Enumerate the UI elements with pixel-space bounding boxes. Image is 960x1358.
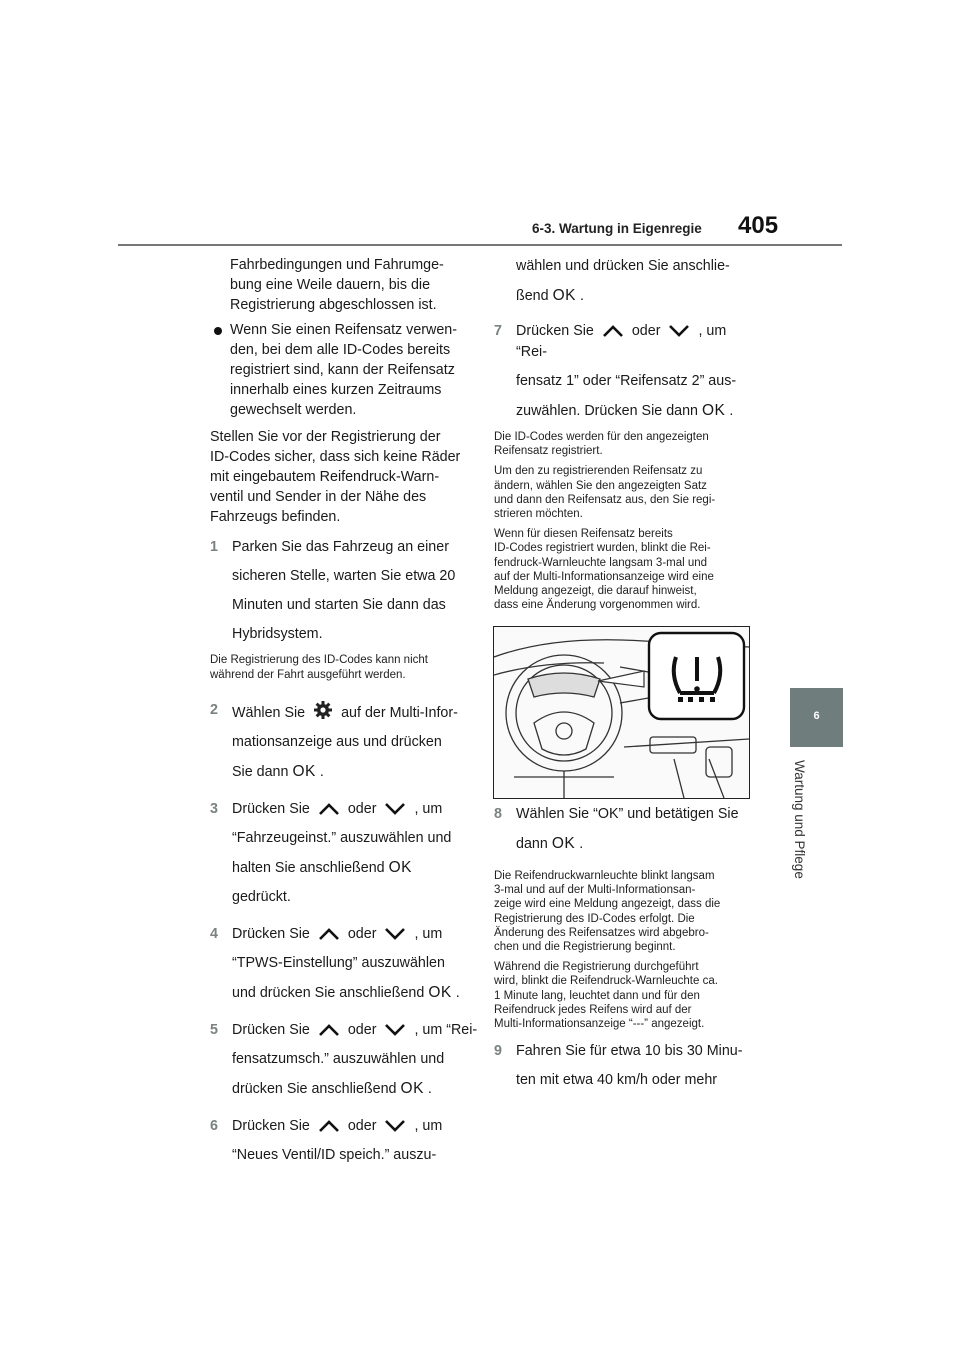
note: Die Registrierung des ID-Codes kann nicht während der Fahrt ausgeführt werden.	[210, 654, 428, 681]
right-column	[494, 256, 756, 612]
section-title: 6-3. Wartung in Eigenregie	[532, 221, 702, 236]
chevron-down-icon	[384, 802, 406, 816]
step-6: 6 Drücken Sie oder , um “Neues Ventil/ID speich.” auszu-	[210, 1117, 443, 1163]
note: Wenn für diesen Reifensatz bereits ID-Codes registriert wurden, blinkt die Rei- fendruck-Warnleuchte langsam 3-mal und auf der Multi-Informationsanzeige wird eine Meldung angezeigt, die darauf hinweist, dass eine Änderung vorgenommen wird.	[494, 528, 714, 612]
step-7: 7 Drücken Sie oder , um “Rei- fensatz 1” oder “Reifensatz 2” aus- zuwählen. Drücken Sie dann OK .	[494, 323, 737, 419]
chevron-up-icon	[602, 324, 624, 338]
step-1: 1 Parken Sie das Fahrzeug an einer sicheren Stelle, warten Sie etwa 20 Minuten und starten Sie dann das Hybridsystem.	[210, 539, 456, 643]
right-column-lower	[494, 804, 756, 1091]
bullet-item: Wenn Sie einen Reifensatz verwen- den, bei dem alle ID-Codes bereits registriert sind, kann der Reifensatz innerhalb eines kurzen Zeitraums gewechselt werden.	[210, 321, 478, 420]
chapter-tab	[790, 688, 843, 747]
ok-button-glyph: OK	[702, 402, 726, 419]
chevron-down-icon	[384, 927, 406, 941]
chevron-down-icon	[668, 324, 690, 338]
step-8: 8 Wählen Sie “OK” und betätigen Sie dann OK .	[494, 806, 739, 852]
chapter-label: Wartung und Pflege	[792, 760, 807, 879]
ok-button-glyph: OK	[551, 835, 576, 852]
step-3: 3 Drücken Sie oder , um “Fahrzeugeinst.” auszuwählen und halten Sie anschließend OK gedrückt.	[210, 800, 452, 905]
step-6-continued: wählen und drücken Sie anschlie- ßend OK .	[516, 258, 730, 304]
ok-button-glyph: OK	[388, 858, 413, 876]
note: Um den zu registrierenden Reifensatz zu ändern, wählen Sie den angezeigten Satz und dann den Reifensatz aus, den Sie regi- strieren möchten.	[494, 465, 716, 521]
note: Während die Registrierung durchgeführt wird, blinkt die Reifendruck-Warnleuchte ca. 1 Minute lang, leuchtet dann und für den Reifendruck jedes Reifens wird auf der Multi-Informationsanzeige “---” angezeigt.	[494, 961, 718, 1031]
ok-button-glyph: OK	[292, 762, 316, 780]
step-9: 9 Fahren Sie für etwa 10 bis 30 Minu- ten mit etwa 40 km/h oder mehr	[494, 1043, 743, 1089]
note: Die Reifendruckwarnleuchte blinkt langsam 3-mal und auf der Multi-Informationsan- zeige wird eine Meldung angezeigt, dass die Registrierung des ID-Codes erfolgt. Die Änderung des Reifensatzes wird abgebro- chen und die Registrierung beginnt.	[494, 870, 721, 954]
step-4: 4 Drücken Sie oder , um “TPWS-Einstellung” auszuwählen und drücken Sie anschließend OK .	[210, 925, 460, 1001]
page-number: 405	[738, 212, 779, 239]
chevron-up-icon	[318, 927, 340, 941]
dashboard-drawing	[494, 627, 749, 798]
step-2: 2 Wählen Sie auf der Multi-Infor- mationsanzeige aus und drücken Sie dann OK .	[210, 701, 458, 780]
ok-button-glyph: OK	[400, 1079, 424, 1097]
dashboard-illustration	[493, 626, 750, 799]
chapter-number: 6	[813, 710, 820, 722]
chevron-down-icon	[384, 1023, 406, 1037]
header-divider	[118, 244, 842, 246]
intro-paragraph: Stellen Sie vor der Registrierung der ID-Codes sicher, dass sich keine Räder mit eingebautem Reifendruck-Warn- ventil und Sender in der Nähe des Fahrzeugs befinden.	[210, 429, 461, 525]
chevron-up-icon	[318, 1023, 340, 1037]
step-number: 1	[210, 539, 218, 556]
left-column	[210, 256, 478, 1166]
chevron-up-icon	[318, 802, 340, 816]
step-5: 5 Drücken Sie oder , um “Rei- fensatzumsch.” auszuwählen und drücken Sie anschließend OK .	[210, 1021, 478, 1097]
note: Die ID-Codes werden für den angezeigten Reifensatz registriert.	[494, 431, 709, 458]
chevron-up-icon	[318, 1119, 340, 1133]
chevron-down-icon	[384, 1119, 406, 1133]
ok-button-glyph: OK	[428, 983, 452, 1001]
gear-icon	[313, 700, 333, 720]
ok-button-glyph: OK	[552, 287, 576, 304]
continued-text: Fahrbedingungen und Fahrumge- bung eine Weile dauern, bis die Registrierung abgeschlossen ist.	[230, 257, 444, 313]
